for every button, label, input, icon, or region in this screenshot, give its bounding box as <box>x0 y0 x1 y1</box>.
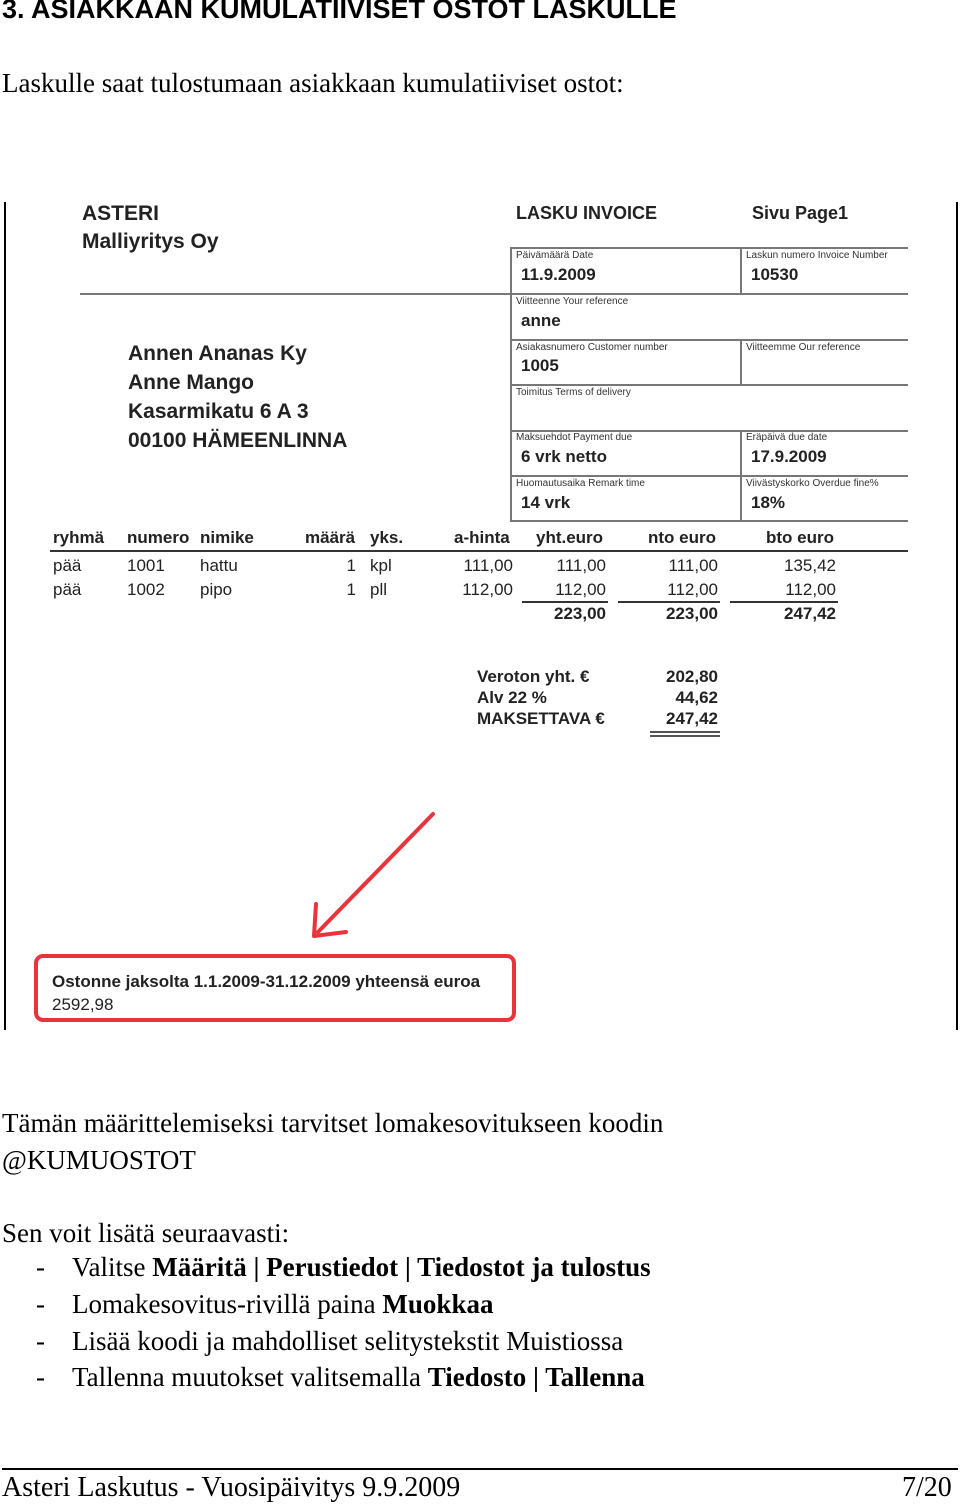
invoice-company-subname: Malliyritys Oy <box>82 230 219 253</box>
total-label: Alv 22 % <box>477 688 547 707</box>
table-cell: pää <box>53 580 82 599</box>
instruction-paragraph <box>2 1105 663 1179</box>
overdue-fine-value: 18% <box>751 493 786 512</box>
sum-cell: 223,00 <box>666 604 718 623</box>
total-value: 44,62 <box>675 688 718 707</box>
list-dash: - <box>36 1289 45 1319</box>
steps-intro: Sen voit lisätä seuraavasti: <box>2 1218 290 1248</box>
table-cell: 112,00 <box>785 580 836 599</box>
field-grid-vline <box>740 339 742 385</box>
date-value: 11.9.2009 <box>521 265 596 284</box>
column-header: määrä <box>305 528 356 547</box>
instruction-line: Tämän määrittelemiseksi tarvitset lomakesovitukseen koodin <box>2 1108 664 1138</box>
cumulative-purchases-amount: 2592,98 <box>52 995 114 1014</box>
total-value: 202,80 <box>666 667 718 686</box>
invoice-page-label: Sivu Page1 <box>752 203 849 223</box>
column-header: numero <box>127 528 190 547</box>
table-cell: 135,42 <box>784 556 836 575</box>
table-cell: 112,00 <box>462 580 513 599</box>
list-dash: - <box>36 1326 45 1356</box>
column-header: ryhmä <box>53 528 105 547</box>
step-menu-path: Tiedosto | Tallenna <box>427 1362 645 1392</box>
address-line: Kasarmikatu 6 A 3 <box>128 400 309 423</box>
total-label: MAKSETTAVA € <box>477 709 605 728</box>
remark-time-value: 14 vrk <box>521 493 571 512</box>
sum-rule <box>618 601 720 603</box>
step-item <box>36 1289 493 1320</box>
field-grid-hline <box>510 384 908 386</box>
field-grid-hline <box>510 520 908 522</box>
total-value: 247,42 <box>666 709 718 728</box>
table-cell: kpl <box>370 556 392 575</box>
column-header: nto euro <box>648 528 716 547</box>
invoice-number-label: Laskun numero Invoice Number <box>746 250 888 261</box>
total-double-rule <box>650 731 720 733</box>
field-grid-hline <box>510 247 908 249</box>
step-item <box>36 1326 623 1357</box>
invoice-company-name: ASTERI <box>82 202 160 225</box>
customer-number-label: Asiakasnumero Customer number <box>516 342 668 353</box>
step-menu-path: Määritä | Perustiedot | Tiedostot ja tulostus <box>152 1252 651 1282</box>
total-label: Veroton yht. € <box>477 667 590 686</box>
your-reference-value: anne <box>521 311 561 330</box>
table-cell: 1002 <box>127 580 165 599</box>
total-double-rule <box>650 735 720 737</box>
column-header: a-hinta <box>454 528 510 547</box>
section-heading: 3. ASIAKKAAN KUMULATIIVISET OSTOT LASKULLE <box>2 0 677 24</box>
list-dash: - <box>36 1362 45 1392</box>
payment-due-label: Maksuehdot Payment due <box>516 432 633 443</box>
remark-time-label: Huomautusaika Remark time <box>516 478 645 489</box>
due-date-value: 17.9.2009 <box>751 447 827 466</box>
footer-title: Asteri Laskutus - Vuosipäivitys 9.9.2009 <box>2 1472 461 1503</box>
overdue-fine-label: Viivästyskorko Overdue fine% <box>746 478 879 489</box>
table-cell: pll <box>370 580 388 599</box>
step-item <box>36 1362 645 1393</box>
sum-rule <box>522 601 608 603</box>
address-line: Annen Ananas Ky <box>128 342 307 365</box>
due-date-label: Eräpäivä due date <box>746 432 828 443</box>
page-number: 7/20 <box>902 1472 952 1503</box>
cumulative-purchases-text: Ostonne jaksolta 1.1.2009-31.12.2009 yhteensä euroa <box>52 972 481 991</box>
table-cell: 111,00 <box>556 556 606 575</box>
customer-number-value: 1005 <box>521 356 559 375</box>
table-cell: 1001 <box>127 556 165 575</box>
sum-cell: 247,42 <box>784 604 836 623</box>
header-rule <box>80 293 510 295</box>
field-grid-hline <box>510 475 908 477</box>
column-header: bto euro <box>766 528 834 547</box>
field-grid-hline <box>510 293 908 295</box>
table-cell: pää <box>53 556 82 575</box>
table-cell: 1 <box>346 556 356 575</box>
table-cell: hattu <box>200 556 238 575</box>
column-header: yks. <box>370 528 404 547</box>
invoice-title: LASKU INVOICE <box>516 203 658 223</box>
address-line: Anne Mango <box>128 371 254 394</box>
field-grid-hline <box>510 339 908 341</box>
intro-text: Laskulle saat tulostumaan asiakkaan kumulatiiviset ostot: <box>2 68 624 98</box>
table-header-rule <box>50 550 908 552</box>
red-arrow-icon <box>300 800 450 950</box>
step-item <box>36 1252 651 1283</box>
table-cell: 112,00 <box>667 580 718 599</box>
list-dash: - <box>36 1252 45 1282</box>
step-text: Lomakesovitus-rivillä paina <box>72 1289 383 1319</box>
column-header: nimike <box>200 528 254 547</box>
step-text: Valitse <box>72 1252 153 1282</box>
invoice-right-border <box>956 202 958 1030</box>
sum-rule <box>730 601 838 603</box>
step-text: Lisää koodi ja mahdolliset selitystekstit Muistiossa <box>72 1326 624 1356</box>
table-cell: pipo <box>200 580 233 599</box>
table-cell: 1 <box>346 580 356 599</box>
code-name: @KUMUOSTOT <box>2 1145 196 1175</box>
table-cell: 111,00 <box>668 556 718 575</box>
your-reference-label: Viitteenne Your reference <box>516 296 629 307</box>
footer-rule <box>2 1468 958 1470</box>
invoice-left-border <box>4 202 6 1030</box>
date-label: Päivämäärä Date <box>516 250 594 261</box>
table-cell: 112,00 <box>555 580 606 599</box>
step-menu-path: Muokkaa <box>382 1289 494 1319</box>
column-header: yht.euro <box>536 528 604 547</box>
field-grid-vline <box>740 247 742 293</box>
payment-due-value: 6 vrk netto <box>521 447 607 466</box>
our-reference-label: Viitteemme Our reference <box>746 342 861 353</box>
step-text: Tallenna muutokset valitsemalla <box>72 1362 428 1392</box>
table-cell: 111,00 <box>463 556 513 575</box>
delivery-terms-label: Toimitus Terms of delivery <box>516 387 631 398</box>
invoice-number-value: 10530 <box>751 265 799 284</box>
sum-cell: 223,00 <box>554 604 606 623</box>
address-line: 00100 HÄMEENLINNA <box>128 429 348 452</box>
